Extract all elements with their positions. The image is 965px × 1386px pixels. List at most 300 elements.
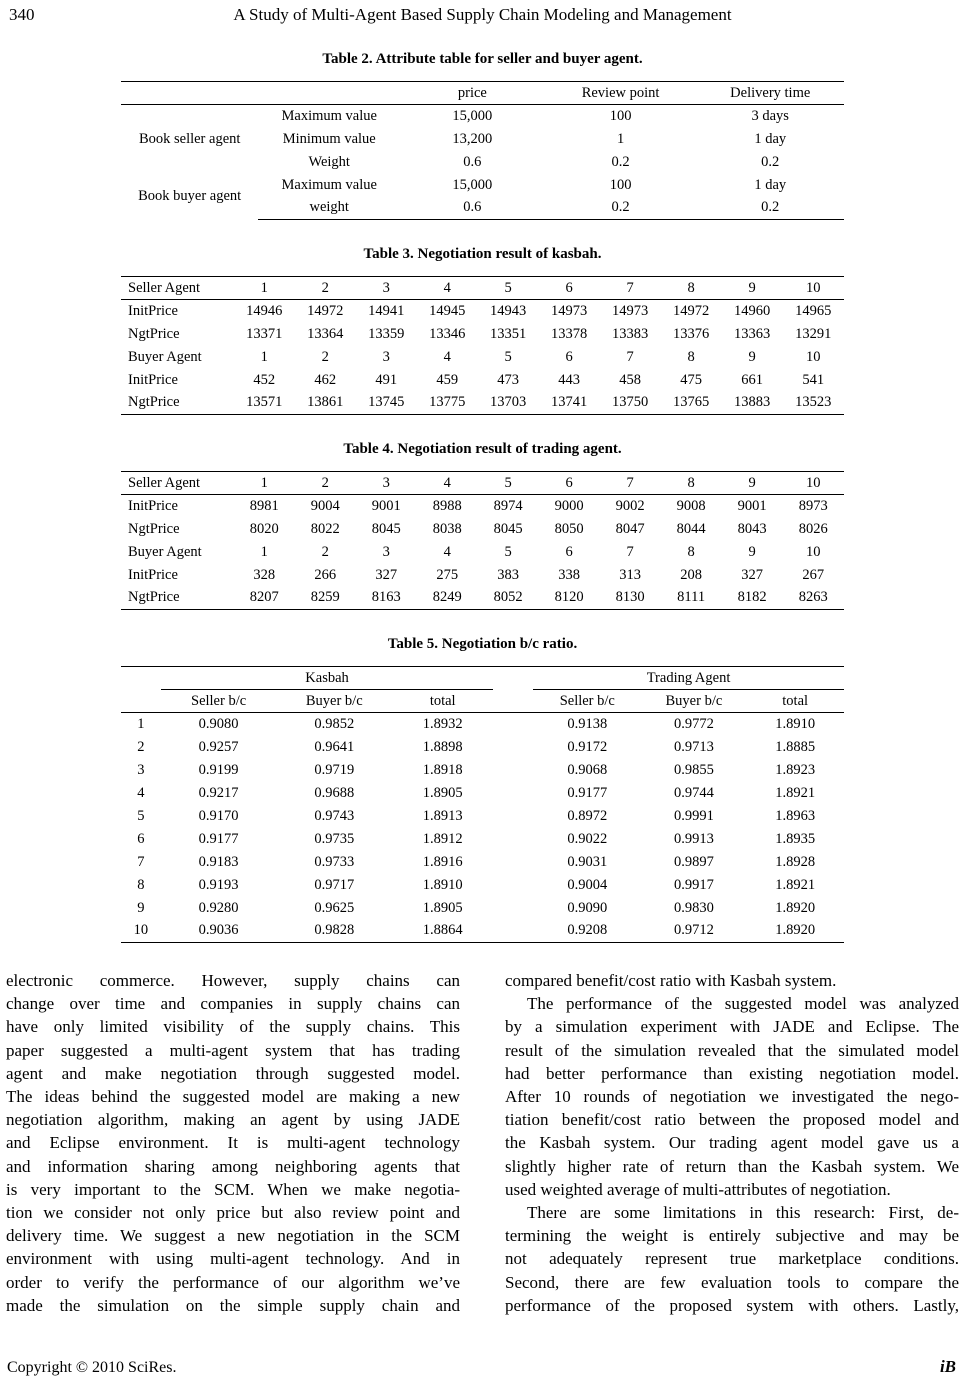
value-cell: 0.9625 xyxy=(314,899,355,916)
round-number: 5 xyxy=(137,807,145,824)
table-row xyxy=(121,736,844,759)
agent-index-row xyxy=(121,541,844,564)
value-cell: 14965 xyxy=(795,302,832,319)
value-cell: 3 xyxy=(382,348,390,365)
body-text-line: not adequately represent true marketplace conditions. xyxy=(505,1249,959,1269)
row-label: Buyer Agent xyxy=(128,543,202,560)
column-header: total xyxy=(746,690,844,713)
value-cell: 1 xyxy=(234,472,295,495)
value-cell: 1.8920 xyxy=(746,920,844,943)
round-number: 2 xyxy=(137,738,145,755)
value-cell: 4 xyxy=(443,348,451,365)
value-cell: 0.9713 xyxy=(673,738,714,755)
table-row xyxy=(121,874,844,897)
table-trading-agent-results xyxy=(121,471,844,610)
table-row xyxy=(121,105,844,128)
spacer-cell xyxy=(493,782,533,805)
body-text-line: by a simulation experiment with JADE and Eclipse. The xyxy=(505,1017,959,1037)
value-cell: 9 xyxy=(722,472,783,495)
spacer-cell xyxy=(493,828,533,851)
value-cell: 8111 xyxy=(661,587,722,610)
value-cell: 9 xyxy=(748,543,756,560)
value-cell: 8043 xyxy=(737,520,767,537)
body-text-line: slightly higher rate of return than the Kasbah system. We xyxy=(505,1156,959,1176)
body-text-line: the Kasbah system. Our trading agent model gave us a xyxy=(505,1133,959,1153)
value-cell: 0.9712 xyxy=(642,920,747,943)
value-cell: 0.9177 xyxy=(198,830,239,847)
attribute-label: Maximum value xyxy=(281,107,377,124)
value-cell: 661 xyxy=(741,371,763,388)
body-text-line: tiation benefit/cost ratio between the proposed model and xyxy=(505,1110,959,1130)
value-cell: 13571 xyxy=(234,392,295,415)
attribute-label: weight xyxy=(258,197,400,220)
journal-logo: iB xyxy=(939,1357,956,1376)
attribute-value: 0.6 xyxy=(463,153,482,170)
footer-copyright: Copyright © 2010 SciRes. xyxy=(7,1359,177,1376)
value-cell: 0.9828 xyxy=(276,920,392,943)
column-header: Seller b/c xyxy=(533,690,641,713)
table-header-row xyxy=(121,82,844,105)
value-cell: 1.8885 xyxy=(775,738,816,755)
value-cell: 0.9170 xyxy=(198,807,239,824)
spacer-cell xyxy=(493,667,533,690)
body-text-line: change over time and companies in supply chains can xyxy=(6,994,460,1014)
body-text-line: have only limited visibility of the supply chains. This xyxy=(6,1017,460,1037)
body-text-line: and information sharing among neighboring agents that xyxy=(6,1156,460,1176)
value-cell: 14973 xyxy=(612,302,649,319)
value-cell: 4 xyxy=(417,472,478,495)
price-row xyxy=(121,392,844,415)
value-cell: 5 xyxy=(504,543,512,560)
value-cell: 0.9719 xyxy=(314,761,355,778)
value-cell: 0.9991 xyxy=(673,807,714,824)
price-row xyxy=(121,518,844,541)
value-cell: 1.8963 xyxy=(775,807,816,824)
round-number: 4 xyxy=(137,784,145,801)
value-cell: 8973 xyxy=(798,497,828,514)
price-row xyxy=(121,587,844,610)
value-cell: 1.8921 xyxy=(775,784,816,801)
value-cell: 8163 xyxy=(356,587,417,610)
value-cell: 10 xyxy=(806,348,821,365)
value-cell: 6 xyxy=(539,277,600,300)
column-header: total xyxy=(392,690,493,713)
spacer-cell xyxy=(493,851,533,874)
body-text-line: compared benefit/cost ratio with Kasbah system. xyxy=(505,971,837,990)
table-row xyxy=(121,828,844,851)
value-cell: 266 xyxy=(314,566,337,583)
body-text-line: There are some limitations in this research: First, de- xyxy=(527,1203,959,1223)
column-header: Buyer b/c xyxy=(276,690,392,713)
price-row xyxy=(121,369,844,392)
value-cell: 13378 xyxy=(551,325,588,342)
value-cell: 8050 xyxy=(554,520,584,537)
value-cell: 0.9917 xyxy=(673,876,714,893)
value-cell: 10 xyxy=(806,543,821,560)
value-cell: 14945 xyxy=(429,302,466,319)
value-cell: 7 xyxy=(626,543,634,560)
value-cell: 0.9717 xyxy=(314,876,355,893)
row-label: Seller Agent xyxy=(121,277,234,300)
value-cell: 8 xyxy=(687,543,695,560)
value-cell: 7 xyxy=(600,277,661,300)
value-cell: 8026 xyxy=(798,520,828,537)
value-cell: 5 xyxy=(478,472,539,495)
table4-caption: Table 4. Negotiation result of trading agent. xyxy=(343,441,622,457)
value-cell: 2 xyxy=(321,348,329,365)
value-cell: 1.8912 xyxy=(422,830,463,847)
value-cell: 0.9138 xyxy=(567,715,608,732)
value-cell: 14943 xyxy=(490,302,527,319)
value-cell: 8047 xyxy=(615,520,645,537)
row-label: Buyer Agent xyxy=(128,348,202,365)
attribute-value: 15,000 xyxy=(452,176,493,193)
body-text-line: The performance of the suggested model was analyzed xyxy=(527,994,959,1014)
value-cell: 327 xyxy=(741,566,763,583)
value-cell: 0.9217 xyxy=(198,784,239,801)
value-cell: 8020 xyxy=(249,520,279,537)
value-cell: 8 xyxy=(661,472,722,495)
table2-caption: Table 2. Attribute table for seller and buyer agent. xyxy=(322,51,643,67)
value-cell: 2 xyxy=(295,277,356,300)
body-text-line: environment with using multi-agent technology. And in xyxy=(6,1249,460,1269)
value-cell: 7 xyxy=(600,472,661,495)
value-cell: 327 xyxy=(375,566,398,583)
value-cell: 8 xyxy=(661,277,722,300)
attribute-value: 3 days xyxy=(751,107,789,124)
body-text xyxy=(0,969,965,1317)
body-column-left xyxy=(6,969,460,1317)
value-cell: 0.9735 xyxy=(314,830,355,847)
attribute-value: 1 xyxy=(616,130,625,147)
spacer-cell xyxy=(493,920,533,943)
value-cell: 13883 xyxy=(722,392,783,415)
value-cell: 1.8923 xyxy=(775,761,816,778)
value-cell: 0.9744 xyxy=(673,784,714,801)
running-title: A Study of Multi-Agent Based Supply Chain Modeling and Management xyxy=(233,5,732,24)
sub-header-row xyxy=(121,690,844,713)
value-cell: 8044 xyxy=(676,520,706,537)
row-label: NgtPrice xyxy=(121,587,234,610)
value-cell: 0.9172 xyxy=(567,738,608,755)
value-cell: 491 xyxy=(375,371,398,388)
spacer-cell xyxy=(493,805,533,828)
value-cell: 8263 xyxy=(783,587,844,610)
value-cell: 14941 xyxy=(368,302,405,319)
attribute-value: 100 xyxy=(609,107,632,124)
value-cell: 0.9772 xyxy=(673,715,714,732)
value-cell: 13359 xyxy=(368,325,405,342)
value-cell: 1.8864 xyxy=(392,920,493,943)
value-cell: 0.9830 xyxy=(673,899,714,916)
value-cell: 1.8932 xyxy=(422,715,463,732)
round-number: 7 xyxy=(137,853,145,870)
value-cell: 275 xyxy=(436,566,459,583)
value-cell: 0.9004 xyxy=(567,876,608,893)
value-cell: 459 xyxy=(436,371,459,388)
value-cell: 0.9183 xyxy=(198,853,239,870)
value-cell: 338 xyxy=(558,566,581,583)
spacer-cell xyxy=(493,874,533,897)
attribute-value: 100 xyxy=(609,176,632,193)
body-text-line: electronic commerce. However, supply chains can xyxy=(6,971,460,990)
body-text-line: result of the simulation revealed that the simulated model xyxy=(505,1040,959,1060)
table-row xyxy=(121,759,844,782)
attribute-label: Minimum value xyxy=(282,130,376,147)
round-number: 6 xyxy=(137,830,145,847)
value-cell: 0.9855 xyxy=(673,761,714,778)
value-cell: 5 xyxy=(478,277,539,300)
attribute-value: 0.2 xyxy=(611,153,630,170)
value-cell: 8988 xyxy=(432,497,462,514)
body-text-line: After 10 rounds of negotiation we investigated the nego- xyxy=(505,1087,959,1107)
table-row xyxy=(121,782,844,805)
value-cell: 8249 xyxy=(417,587,478,610)
row-label: InitPrice xyxy=(128,497,178,514)
spacer-cell xyxy=(493,713,533,736)
row-label: InitPrice xyxy=(128,566,178,583)
table-row xyxy=(121,805,844,828)
value-cell: 9004 xyxy=(310,497,340,514)
value-cell: 8130 xyxy=(600,587,661,610)
value-cell: 13376 xyxy=(673,325,710,342)
table-attributes xyxy=(121,81,844,220)
value-cell: 8259 xyxy=(295,587,356,610)
value-cell: 8981 xyxy=(249,497,279,514)
value-cell: 0.9257 xyxy=(198,738,239,755)
spacer-cell xyxy=(493,690,533,713)
value-cell: 13745 xyxy=(356,392,417,415)
value-cell: 9001 xyxy=(371,497,401,514)
value-cell: 9 xyxy=(722,277,783,300)
body-text-line: and Eclipse environment. It is multi-agent technology xyxy=(6,1133,460,1153)
value-cell: 8182 xyxy=(722,587,783,610)
group-header-row xyxy=(121,667,844,690)
attribute-value: 1 day xyxy=(754,176,787,193)
table3-caption: Table 3. Negotiation result of kasbah. xyxy=(363,246,602,262)
value-cell: 6 xyxy=(565,348,573,365)
value-cell: 443 xyxy=(558,371,581,388)
agent-index-row xyxy=(121,472,844,495)
agent-group-label: Book buyer agent xyxy=(138,188,242,204)
value-cell: 4 xyxy=(443,543,451,560)
page-number: 340 xyxy=(9,5,35,24)
value-cell: 473 xyxy=(497,371,520,388)
table-row xyxy=(121,851,844,874)
value-cell: 8207 xyxy=(234,587,295,610)
value-cell: 208 xyxy=(680,566,702,583)
value-cell: 0.9022 xyxy=(567,830,608,847)
value-cell: 14973 xyxy=(551,302,588,319)
value-cell: 1 xyxy=(234,277,295,300)
value-cell: 13741 xyxy=(539,392,600,415)
value-cell: 462 xyxy=(314,371,337,388)
value-cell: 0.9897 xyxy=(673,853,714,870)
value-cell: 10 xyxy=(783,472,844,495)
row-label: NgtPrice xyxy=(128,520,180,537)
value-cell: 0.9036 xyxy=(161,920,277,943)
body-text-line: termining the weight is entirely subjective and may be xyxy=(505,1226,959,1246)
row-label: NgtPrice xyxy=(128,325,180,342)
value-cell: 8045 xyxy=(493,520,523,537)
group-header-kasbah: Kasbah xyxy=(161,667,494,690)
value-cell: 9 xyxy=(748,348,756,365)
row-label: InitPrice xyxy=(128,302,178,319)
value-cell: 1.8920 xyxy=(775,899,816,916)
table-bc-ratio xyxy=(121,666,844,943)
value-cell: 0.9913 xyxy=(673,830,714,847)
table5-caption: Table 5. Negotiation b/c ratio. xyxy=(387,636,578,652)
body-text-line: paper suggested a multi-agent system that has trading xyxy=(6,1040,460,1060)
value-cell: 1 xyxy=(260,543,268,560)
spacer-cell xyxy=(493,759,533,782)
value-cell: 1.8916 xyxy=(422,853,463,870)
body-text-line: Second, there are few evaluation tools to compare the xyxy=(505,1272,959,1292)
row-label: NgtPrice xyxy=(121,392,234,415)
attribute-value: 1 day xyxy=(754,130,787,147)
round-number: 8 xyxy=(137,876,145,893)
column-header: Review point xyxy=(545,82,697,105)
value-cell: 8045 xyxy=(371,520,401,537)
value-cell: 13383 xyxy=(612,325,649,342)
value-cell: 1.8928 xyxy=(775,853,816,870)
value-cell: 8022 xyxy=(310,520,340,537)
table-cell xyxy=(121,82,258,105)
value-cell: 13371 xyxy=(246,325,283,342)
row-label: Seller Agent xyxy=(121,472,234,495)
value-cell: 13291 xyxy=(795,325,832,342)
value-cell: 9000 xyxy=(554,497,584,514)
value-cell: 0.9177 xyxy=(567,784,608,801)
value-cell: 1.8918 xyxy=(422,761,463,778)
value-cell: 0.9080 xyxy=(198,715,239,732)
value-cell: 383 xyxy=(497,566,520,583)
body-column-right xyxy=(505,969,959,1317)
value-cell: 7 xyxy=(626,348,634,365)
column-header: Buyer b/c xyxy=(642,690,747,713)
value-cell: 0.9743 xyxy=(314,807,355,824)
value-cell: 0.9688 xyxy=(314,784,355,801)
attribute-label: Weight xyxy=(308,153,350,170)
value-cell: 0.9199 xyxy=(198,761,239,778)
value-cell: 13363 xyxy=(733,325,771,342)
table-row xyxy=(121,713,844,736)
agent-group-label: Book seller agent xyxy=(138,130,241,147)
value-cell: 0.8972 xyxy=(567,807,608,824)
value-cell: 13351 xyxy=(490,325,527,342)
value-cell: 1.8935 xyxy=(775,830,816,847)
body-text-line: order to verify the performance of our algorithm we’ve xyxy=(6,1272,460,1292)
value-cell: 1.8898 xyxy=(422,738,463,755)
attribute-value: 0.2 xyxy=(761,153,780,170)
value-cell: 458 xyxy=(619,371,642,388)
price-row xyxy=(121,564,844,587)
body-text-line: performance of the proposed system with others. Lastly, xyxy=(505,1295,959,1315)
value-cell: 13750 xyxy=(600,392,661,415)
value-cell: 13775 xyxy=(417,392,478,415)
round-number: 1 xyxy=(137,715,145,732)
attribute-value: 0.6 xyxy=(400,197,545,220)
round-number: 9 xyxy=(137,899,145,916)
body-text-line: agent and make negotiation through suggested model. xyxy=(6,1063,460,1083)
value-cell: 2 xyxy=(295,472,356,495)
page-footer xyxy=(7,1357,956,1377)
table-row xyxy=(121,920,844,943)
table-row xyxy=(121,174,844,197)
row-label: InitPrice xyxy=(128,371,178,388)
value-cell: 8038 xyxy=(432,520,462,537)
value-cell: 9008 xyxy=(676,497,706,514)
value-cell: 452 xyxy=(253,371,276,388)
value-cell: 14972 xyxy=(307,302,344,319)
value-cell: 0.9208 xyxy=(533,920,641,943)
value-cell: 475 xyxy=(680,371,702,388)
body-text-line: The ideas behind the suggested model are making a new xyxy=(6,1087,460,1107)
spacer-cell xyxy=(493,736,533,759)
round-number: 3 xyxy=(137,761,145,778)
table-kasbah-results xyxy=(121,276,844,415)
body-text-line: used weighted average of multi-attributes of negotiation. xyxy=(505,1179,891,1199)
body-text-line: had better performance than existing negotiation model. xyxy=(505,1063,959,1083)
value-cell: 10 xyxy=(783,277,844,300)
value-cell: 6 xyxy=(565,543,573,560)
value-cell: 1.8921 xyxy=(775,876,816,893)
price-row xyxy=(121,323,844,346)
value-cell: 13861 xyxy=(295,392,356,415)
attribute-value: 0.2 xyxy=(696,197,844,220)
value-cell: 13346 xyxy=(429,325,466,342)
body-text-line: is very important to the SCM. When we make negotia- xyxy=(6,1179,460,1199)
column-header: Delivery time xyxy=(696,82,844,105)
value-cell: 1.8905 xyxy=(422,784,463,801)
value-cell: 1.8913 xyxy=(422,807,463,824)
body-text-line: made the simulation on the simple supply chain and xyxy=(6,1295,460,1315)
round-number: 10 xyxy=(121,920,161,943)
value-cell: 0.9068 xyxy=(567,761,608,778)
group-header-trading-agent: Trading Agent xyxy=(533,667,844,690)
attribute-value: 15,000 xyxy=(452,107,493,124)
value-cell: 13364 xyxy=(307,325,344,342)
value-cell: 4 xyxy=(417,277,478,300)
value-cell: 0.9641 xyxy=(314,738,355,755)
value-cell: 6 xyxy=(539,472,600,495)
value-cell: 5 xyxy=(504,348,512,365)
price-row xyxy=(121,495,844,518)
value-cell: 328 xyxy=(253,566,276,583)
value-cell: 8974 xyxy=(493,497,523,514)
table-row xyxy=(121,897,844,920)
value-cell: 14960 xyxy=(733,302,771,319)
body-text-line: delivery time. We suggest a new negotiation in the SCM xyxy=(6,1226,460,1246)
value-cell: 8120 xyxy=(539,587,600,610)
value-cell: 14972 xyxy=(673,302,710,319)
value-cell: 0.9193 xyxy=(198,876,239,893)
agent-index-row xyxy=(121,277,844,300)
value-cell: 3 xyxy=(356,277,417,300)
value-cell: 0.9733 xyxy=(314,853,355,870)
attribute-label: Maximum value xyxy=(281,176,377,193)
value-cell: 1.8910 xyxy=(422,876,463,893)
value-cell: 13765 xyxy=(661,392,722,415)
table-cell xyxy=(121,690,161,713)
value-cell: 313 xyxy=(619,566,642,583)
column-header: Seller b/c xyxy=(161,690,277,713)
body-text-line: negotiation algorithm, making an agent by using JADE xyxy=(6,1110,460,1130)
value-cell: 0.9852 xyxy=(314,715,355,732)
value-cell: 9002 xyxy=(615,497,645,514)
value-cell: 8052 xyxy=(478,587,539,610)
value-cell: 1 xyxy=(260,348,268,365)
